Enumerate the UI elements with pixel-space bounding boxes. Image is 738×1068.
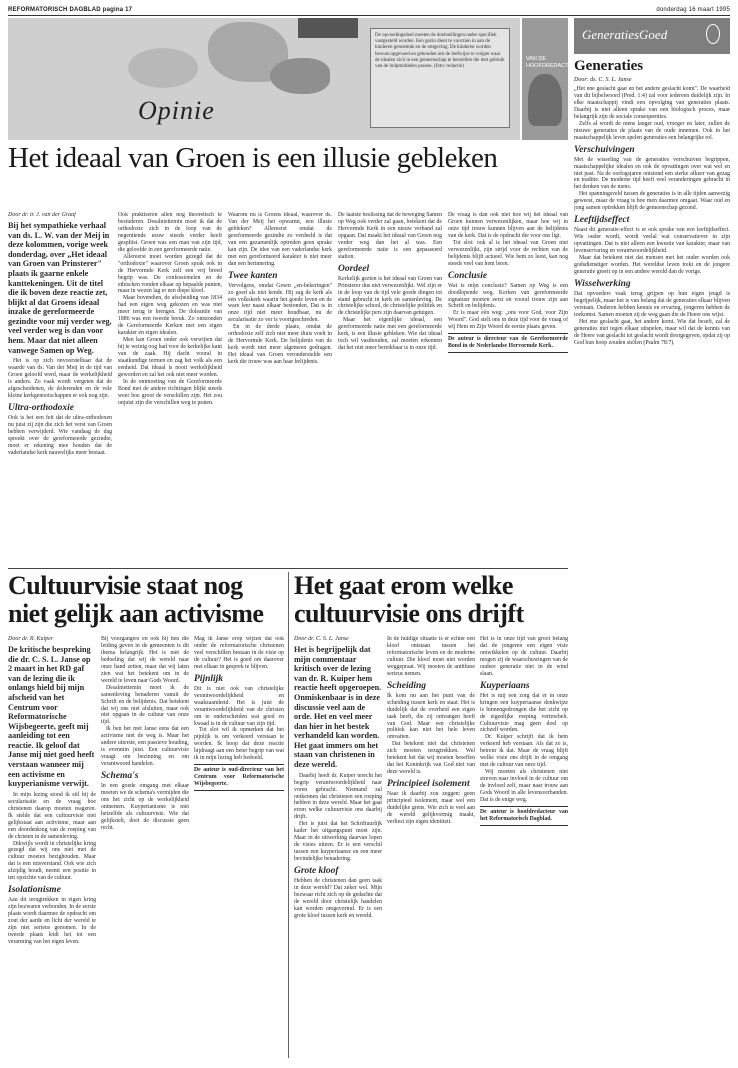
article2-p9: Dit is niet ook van christelijke verantwoordelijkheid en waakzaamheid. Het is juist de verantwoordelijkheid van de christen om te onderscheiden wat goed en kwaad is in de cultuur van zijn tijd.	[194, 685, 284, 727]
article2-sub3: Pijnlijk	[194, 673, 224, 684]
article1-p2: Ook is het een feit dat de ultra-orthodoxen nu juist zij zijn die zich het verst van Groen hebben verwijderd. Wie vandaag de dag spreekt over de gereformeerde gezindte, moet er rekening mee houden dat de vaderlandse kerk nauwelijks meer bestaat.	[8, 414, 112, 456]
generaties-sub3: Wisselwerking	[574, 278, 631, 289]
article2-p8: Mag ik Janse erop wijzen dat ook onder de reformatorische christenen veel verschillen bestaan in de visie op de cultuur? Het is goed om daarover met elkaar in gesprek te blijven.	[194, 636, 284, 670]
generaties-byline: Door: ds. C. S. L. Janse	[574, 77, 632, 83]
photo-hands-shape	[128, 48, 198, 88]
photo-dark-shape	[298, 18, 358, 38]
page-date: donderdag 16 maart 1995	[656, 7, 730, 13]
generaties-p1: „Het ene geslacht gaat en het andere geslacht komt". De waarheid van dit bijbelwoord (Pred. 1:4) zal voor iedereen duidelijk zijn. In elke maatschappij vindt een opvolging van generaties plaats. Daarbij is niet alleen sprake van een biologisch proces, maar belangrijk zijn de sociale consequenties.	[574, 86, 730, 120]
article1-headline: Het ideaal van Groen is een illusie gebleken	[8, 142, 498, 174]
article3-sub3: Principieel isolement	[387, 779, 470, 790]
article3-sub5: Kuyperiaans	[480, 680, 530, 691]
article3-sub1: Grote kloof	[294, 866, 339, 877]
article1-lead: Bij het sympathieke verhaal van ds. L. W. van der Meij in deze kolommen, vorige week donderdag, over „Het ideaal van Groen van Prinsterer" plaats ik gaarne enkele kanttekeningen. Uit de titel die ik boven deze reactie zet, blijkt al dat Groens ideaal inzake de gereformeerde gezindte voor mij verder weg, veel verder weg is dan voor hem. Maar dat niet alleen vanwege Samen op Weg.	[8, 220, 112, 355]
article2-author-note: De auteur is oud-directeur van het Centrum voor Reformatorische Wijsbegeerte.	[194, 764, 284, 791]
generaties-p5: Naast dit generatie-effect is er ook sprake van een leeftijdseffect. Wie ouder wordt, wordt veelal wat conservatiever in zijn opvattingen. Dat is niet alleen een kwestie van karakter, maar van levenservaring en verantwoordelijkheid.	[574, 227, 730, 255]
article1-p4: Allereerst moet worden gezegd dat de "orthodoxie" waarover Groen sprak ook in de Hervormde Kerk zelf een vrij breed begrip was. De confessionelen en de ethischen vonden elkaar op bepaalde punten, maar in wezen lag er een diepe kloof.	[118, 253, 222, 295]
page-header	[8, 6, 730, 16]
article3-col2	[387, 636, 475, 1060]
article1-p10: En in de derde plaats, omdat de orthodoxie zelf zich niet meer thuis voelt in de Hervormde Kerk. De belijdenis van de kerk wordt niet meer algemeen gedragen. Het ideaal van Groen veronderstelde een kerk die trouw was aan haar belijdenis.	[228, 324, 332, 366]
generaties-p4: Het spanningsveld tussen de generaties is in alle tijden aanwezig geweest, maar de vraag is hoe men daarmee omgaat. Waar oud en jong samen optrekken blijft de gemeenschap gezond.	[574, 191, 730, 212]
article1-p1: Het is op zich onvoorstelbaar dat de waarde van ds. Van der Meij in de tijd van Groen geloofd werd, maar de werkelijkheid is anders. Zo vaak wordt vergeten dat de afgescheidenen, de dolerenden en de vele kleine kerkgenootschappen er ook nog zijn.	[8, 358, 112, 400]
article3-p10: Er is maar één weg: „ons voor God, voor Zijn Woord". God stelt ons in deze tijd voor de vraag of wij Hem en Zijn Woord de eerste plaats geven.	[448, 310, 568, 331]
generaties-p6: Maar dat betekent niet dat mensen met het ouder worden ook godsdienstiger worden. Het wereldse leven trekt en de jongere generatie groeit op in een andere wereld dan de vorige.	[574, 255, 730, 275]
article1-p8: Waarom nu is Groens ideaal, waarover ds. Van der Meij het opwarmt, een illusie gebleken? Allereerst omdat de gereformeerde gezindte zo verdeeld is dat van een gezamenlijk optreden geen sprake kan zijn. De idee van een vaderlandse kerk met een gereformeerd karakter is niet meer dan een herinnering.	[228, 212, 332, 267]
article1-p9: Vervolgens, omdat Groen „en-bekeringen" zo goed als niet kende. Hij zag de kerk als een volkskerk waarin het goede leven en de ware leer naast elkaar bestonden. Dat is in onze tijd niet meer houdbaar, nu de secularisatie zo ver is voortgeschreden.	[228, 282, 332, 324]
article3-sub2: Scheiding	[387, 680, 427, 691]
article2-sub2: Schema's	[101, 771, 139, 782]
article3-p5: Ik kom nu aan het punt van de scheiding tussen kerk en staat. Het is duidelijk dat de overheid een eigen taak heeft, die zij ontvangen heeft van God. Maar een christelijke politiek kan niet het hele leven omvatten.	[387, 692, 475, 741]
article1-p6: Men kan Groen onder ook verwijten dat hij te weinig oog had voor de kerkelijke kant van de zaak. Hij dacht vooral in staatkundige termen en zag het volk als een eenheid. Dat ideaal is nooit werkelijkheid geworden en zal het ook niet meer worden.	[118, 337, 222, 378]
article2-sub1: Isolationisme	[8, 885, 61, 896]
article1-col5	[448, 212, 568, 564]
article2-p2: Dikwijls wordt in christelijke kring gezegd dat wij ons niet met de cultuur moeten bezighouden. Maar dat is een misverstand. Ook wie zich afzijdig houdt, neemt een positie in ten opzichte van de cultuur.	[8, 840, 96, 882]
article2-col1	[8, 636, 96, 1060]
article2-p4: Bij voorgangers en ook bij hen die leiding geven in de gemeenten is dit thema belangrijk. Het is niet de bedoeling dat wij de wereld naar onze hand zetten, maar dat wij laten zien wat het betekent om in de wereld te leven naar Gods Woord.	[101, 636, 189, 684]
banner-box-text: De opvoedingsdoel moeten de doelstellingen nader specifiek vastgesteld worden. Een gezin dient te voorzien in aan de kinderen genoemde en de omgeving. De kinderen worden bewust opgevoed en gehouden om de leefwijze te volgen waar de idealen zich in een gemeenschap te herstellen die met gebruik van de hulpmiddelen passen.	[375, 33, 505, 70]
article3-headline: Het gaat erom welke cultuurvisie ons drijft	[294, 571, 524, 628]
paper-name: REFORMATORISCH DAGBLAD pagina 17	[8, 7, 133, 13]
column-divider	[288, 572, 289, 1058]
article3-p1: Daarbij heeft dr. Kuiper terecht het begrip verantwoordelijkheid naar voren gebracht. Niemand zal ontkennen dat christenen een roeping hebben in deze wereld. Maar het gaat erom welke cultuurvisie ons daarbij drijft.	[294, 772, 382, 821]
article2-p7: In een goede omgang met elkaar moeten we de schema's vermijden die ons het zicht op de werkelijkheid ontnemen. Kuyperianisme is niet hetzelfde als cultuurvisie. Wie dat gelijkstelt, doet de discussie geen recht.	[101, 783, 189, 831]
article3-p8: Het is in onze tijd van groot belang dat de jongeren een eigen visie ontwikkelen op de cultuur. Daarbij mogen zij de waarschuwingen van de oudere generatie niet in de wind slaan.	[480, 636, 568, 677]
article1-sub1: Ultra-orthodoxie	[8, 402, 74, 413]
article3-p3: Hebben de christenen dan geen taak in deze wereld? Dat zeker wel. Mijn bezwaar richt zich op de gedachte dat de wereld door christelijk handelen kan worden omgevormd. Er is een grote kloof tussen kerk en wereld.	[294, 878, 382, 919]
generaties-p2: Zelfs al wordt de mens langer oud, vroeger en later, zullen de nieuwe generaties de plaats van de oude innemen. Ook in het maatschappelijk leven spelen generaties een belangrijke rol.	[574, 120, 730, 141]
article2-col2	[101, 636, 189, 1060]
article1-sub2: Twee kanten	[228, 270, 278, 281]
article2-p1: In mijn lezing stond ik stil bij de secularisatie en de vraag hoe christenen daarop moeten reageren. Ik stelde dat een cultuurvisie niet gelijkstaat aan activisme, maar aan een doordenking van de roeping van de christen in de samenleving.	[8, 791, 96, 840]
article1-byline: Door dr. ir. J. van der Graaf	[8, 212, 76, 218]
article3-p7: Naar ik daarbij zou zeggen: geen principieel isolement, maar wel een duidelijke grens. Wie zich te veel aan de wereld gelijkvormig maakt, verliest zijn eigen identiteit.	[387, 791, 475, 825]
portrait-face-shape	[528, 74, 562, 126]
generaties-p3: Met de wisseling van de generaties verschuiven begrippen, maatschappelijke idealen en ook de opvattingen over wat wel en niet past. Na de oorlogsjaren ontstond een sterke afkeer van gezag en traditie. De moderne tijd heeft veel veranderingen gebracht in het denken van de mens.	[574, 156, 730, 191]
article3-byline: Door dr. C. S. L. Janse	[294, 636, 349, 642]
article1-p15: Tot slot: ook al is het ideaal van Groen niet verwezenlijkt, zijn strijd voor de rechten van de belijdenis blijft actueel. Wie hem zo leest, kan nog steeds veel van hem leren.	[448, 239, 568, 267]
newspaper-page	[8, 6, 730, 1062]
article3-p9: Wat is mijn conclusie? Samen op Weg is een doodlopende weg. Kerken van gereformeerde signatuur moeten eerst en vooral trouw zijn aan Schrift en belijdenis.	[448, 282, 568, 310]
article1-col2	[118, 212, 222, 564]
article3-author-note: De auteur is hoofdredacteur van het Reformatorisch Dagblad.	[480, 806, 568, 826]
article2-lead: De kritische bespreking die dr. C. S. L. Janse op 2 maart in het RD gaf van de lezing die ik onlangs hield bij mijn afscheid van het Centrum voor Reformatorische Wijsbegeerte, geeft mij aanleiding tot een reactie. Ik geloof dat Janse mij niet goed heeft verstaan wanneer mij een activisme en kuyperianisme verwijt.	[8, 644, 95, 789]
article3-lead: Het is begrijpelijk dat mijn commentaar kritisch over de lezing van dr. R. Kuiper hem reactie heeft opgeroepen. Onmiskenbaar is in deze discussie veel aan de orde. Het en veel meer dan hier in het bestek verhandeld kan worden. Het gaat immers om het staan van christenen in deze wereld.	[294, 644, 382, 770]
article3-p4: In de huidige situatie is er echter een kloof ontstaan tussen het reformatorische leven en de moderne cultuur. Die kloof moet niet worden weggepraat. Wij moeten de antithese serieus nemen.	[387, 636, 475, 677]
article2-p6: Ik ben het met Janse eens dat een activisme niet de weg is. Maar het andere uiterste, een passieve houding, is evenmin juist. Een cultuurvisie vraagt om bezinning en om verantwoord handelen.	[101, 726, 189, 768]
article2-byline: Door dr. R. Kuiper	[8, 636, 54, 642]
editorial-portrait	[522, 18, 574, 140]
section-title: Opinie	[138, 96, 215, 125]
article3-p2: Het is juist dat het Schriftuurlijk kader het uitgangspunt moet zijn. Maar in de uitwerking daarvan lopen de visies uiteen. Er is een verschil tussen een kuyperiaanse en een meer bevindelijke benadering.	[294, 821, 382, 863]
article3-p13: Wij moeten als christenen niet streven naar invloed in de cultuur om de invloed zelf, maar naar trouw aan Gods Woord in alle levensverbanden. Dat is de enige weg.	[480, 769, 568, 804]
generaties-sub2: Leeftijdseffect	[574, 215, 630, 226]
article2-p5: Desalniettemin moet ik de samenleving benaderen vanuit de Schrift en de belijdenis. Dat betekent dat wij ons niet afsluiten, maar ook niet opgaan in de cultuur van onze tijd.	[101, 684, 189, 726]
editorial-label: VAN DE HOOFDREDACTIE	[526, 56, 574, 69]
article3-p11: Het is mij een zorg dat er in onze kringen een kuyperiaanse denkwijze is binnengedrongen die het zicht op de eigenlijke roeping vertroebelt. Cultuurvisie mag geen doel op zichzelf worden.	[480, 692, 568, 734]
article3-col1	[294, 636, 382, 1060]
article3-p6: Dat betekent niet dat christenen zich moeten terugtrekken. Wel betekent het dat wij moeten beseffen dat het Koninkrijk van God niet van deze wereld is.	[387, 741, 475, 776]
generaties-column	[574, 18, 730, 1062]
generaties-text	[574, 86, 730, 1066]
generaties-title: Generaties	[574, 58, 644, 74]
article1-p11: De laatste beslissing dat de beweging Samen op Weg ook verder zal gaan, betekent dat de Hervormde Kerk in een nieuw verband zal opgaan. Dat maakt het ideaal van Groen nog verder weg dan het al was. Een gereformeerde natie is een gepasseerd station.	[338, 212, 442, 260]
article2-p10: Tot slot wil ik opmerken dat het pijnlijk is om verkeerd verstaan te worden. Ik hoop dat deze reactie bijdraagt aan een beter begrip van wat ik in mijn lezing heb bedoeld.	[194, 727, 284, 762]
article1-p12: Kerkelijk gezien is het ideaal van Groen van Prinsterer dus niet verwezenlijkt. Wel zijn er in de loop van de tijd vele goede dingen tot stand gebracht in kerk en samenleving. De christelijke school, de christelijke politiek en de christelijke pers zijn daarvan getuigen.	[338, 275, 442, 317]
article1-p5: Maar bovendien, de afscheiding van 1834 had een eigen weg gekozen en was niet meer terug te brengen. De doleantie van 1886 was een tweede breuk. Zo ontstonden de Gereformeerde Kerken met een eigen karakter en eigen idealen.	[118, 295, 222, 337]
article1-col1	[8, 212, 112, 564]
article1-p7: In de ontmoeting van de Gereformeerde Bond met de andere richtingen blijkt steeds weer hoe groot de verschillen zijn. Het zou onjuist zijn die verschillen weg te praten.	[118, 378, 222, 406]
banner-textbox	[370, 28, 510, 128]
article3-col3	[480, 636, 568, 1060]
article1-sub3: Oordeel	[338, 263, 370, 274]
article2-headline: Cultuurvisie staat nog niet gelijk aan activisme	[8, 571, 264, 628]
banner-credit: (foto: redactie)	[434, 64, 464, 70]
article1-col4	[338, 212, 442, 564]
article2-col3	[194, 636, 284, 1060]
article1-p14: De vraag is dan ook niet hoe wij het ideaal van Groen kunnen verwezenlijken, maar hoe wij in onze tijd trouw kunnen blijven aan de belijdenis van de kerk. Dat is de opdracht die voor ons ligt.	[448, 212, 568, 239]
article-divider	[8, 568, 568, 569]
opinie-banner	[8, 18, 520, 140]
generaties-sub1: Verschuivingen	[574, 144, 635, 155]
article3-p12: Dr. Kuiper schrijft dat ik hem verkeerd heb verstaan. Als dat zo is, betreur ik dat. Maar de vraag blijft welke visie ons drijft in de omgang met de cultuur van onze tijd.	[480, 734, 568, 769]
article1-p13: Maar het eigenlijke ideaal, een gereformeerde natie met een gereformeerde kerk, is een illusie gebleken. Wie dat ideaal toch wil vasthouden, zal moeten erkennen dat het niet meer bereikbaar is in onze tijd.	[338, 317, 442, 352]
article1-author-note: De auteur is directeur van de Gereformeerde Bond in de Nederlandse Hervormde Kerk.	[448, 333, 568, 353]
article3-sub4: Conclusie	[448, 270, 488, 281]
generaties-logo-icon	[706, 24, 720, 44]
generaties-header	[574, 18, 730, 54]
generaties-p8: Het ene geslacht gaat, het andere komt. Wie dat beseft, zal de generaties niet tegen elkaar uitspelen, maar wil dat de kennis van de Heere van geslacht tot geslacht wordt doorgegeven, opdat zij op God hun hoop zouden stellen (Psalm 78:7).	[574, 318, 730, 346]
photo-hand-shape-2	[270, 58, 330, 94]
generaties-header-title: GeneratiesGoed	[582, 27, 668, 42]
generaties-p7: Dat opvoeders vaak terug grijpen op hun eigen jeugd is begrijpelijk, maar het is van belang dat de generaties elkaar blijven verstaan. Ouderen hebben kennis en ervaring, jongeren hebben de toekomst. Samen moeten zij de weg gaan die de Heere ons wijst.	[574, 290, 730, 318]
article2-p3: Aan dit terugtrekken in eigen kring zijn bezwaren verbonden. In de eerste plaats wordt daarmee de opdracht om zout der aarde en licht der wereld te zijn niet serieus genomen. In de tweede plaats leidt het tot een verarming van het eigen leven.	[8, 897, 96, 945]
article1-p3: Ook praktiseren allen nog theoretisch te bestuderen. Desalniettemin moet ik dat de orthodoxie zich in de loop van de negentiende eeuw steeds verder heeft gesplitst. Groen was een man van zijn tijd, die geloofde in een gereformeerde natie.	[118, 212, 222, 253]
article1-col3	[228, 212, 332, 564]
